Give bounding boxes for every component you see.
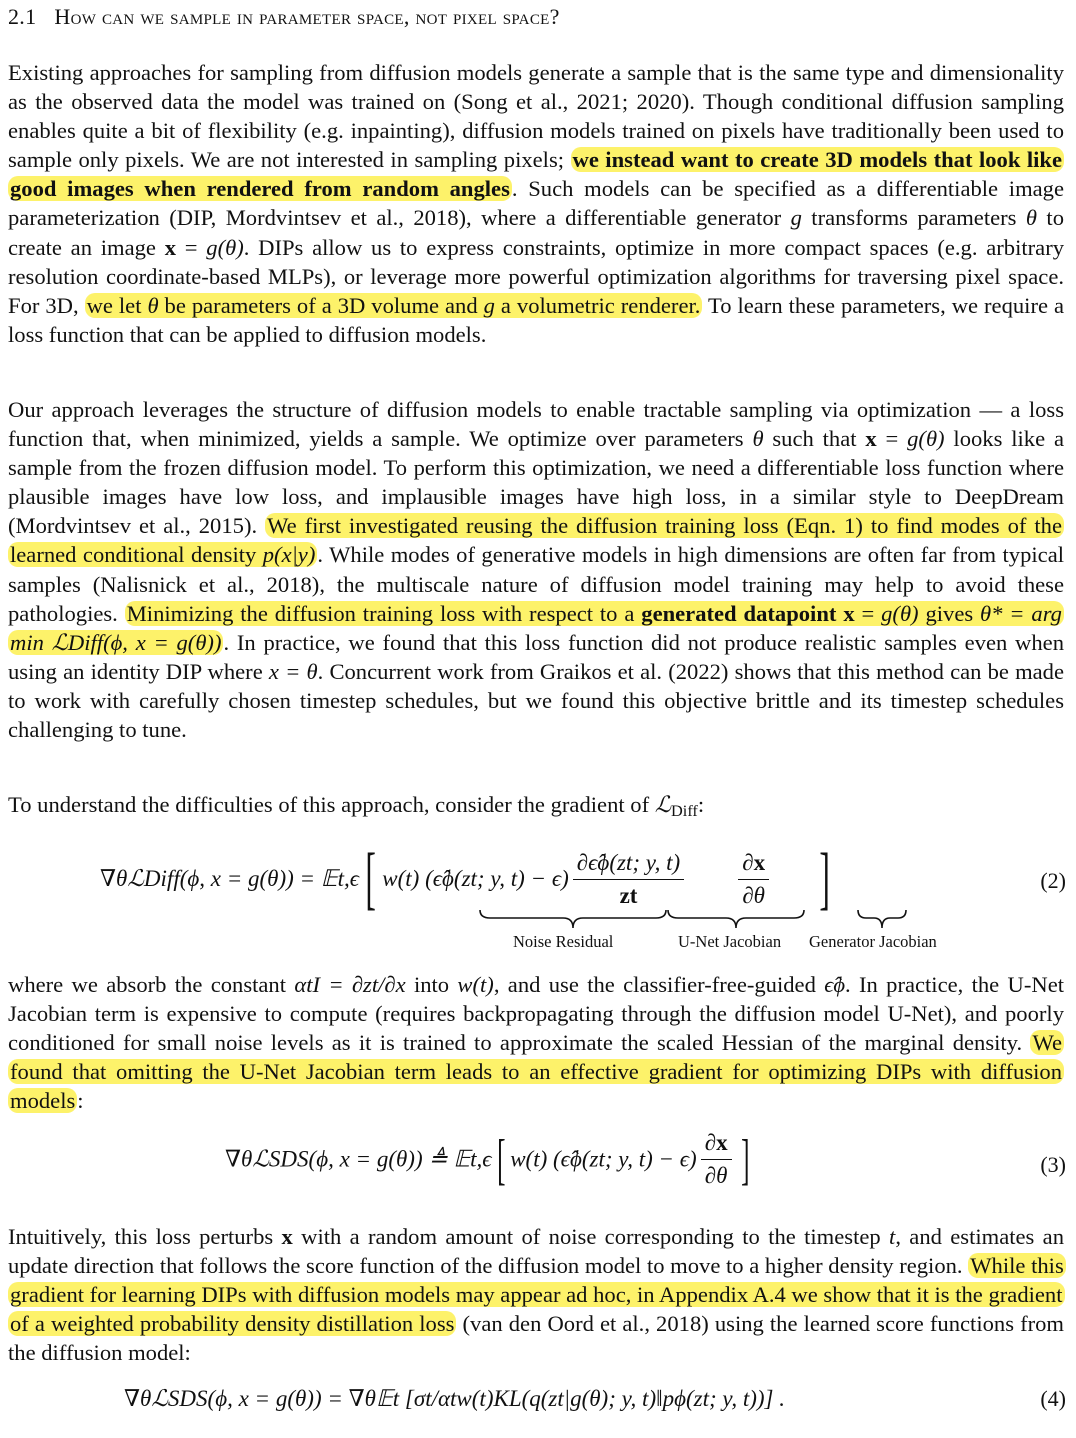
p4-text-d: . In practice, the U-Net Jacobian term is expensive to compute (requires backpropagating through the diffusion model U-Net), and poorly conditioned for small noise levels as it is trained to approximate the scaled Hessian of the marginal density. bbox=[8, 972, 1065, 1056]
eq2-generator-jacobian bbox=[738, 850, 769, 909]
section-number: 2.1 bbox=[8, 4, 37, 29]
section-title: How can we sample in parameter space, not pixel space? bbox=[54, 4, 560, 29]
eq2-gen-num: ∂x bbox=[738, 850, 769, 880]
p1-x: x bbox=[164, 234, 177, 260]
p4-text-e: : bbox=[77, 1088, 84, 1114]
eq2-left-bracket: [ bbox=[365, 840, 376, 917]
eq2-noise-residual: w(t) (ϵ̂ϕ(zt; y, t) − ϵ) bbox=[382, 866, 569, 891]
hl3-text: We first investigated reusing the diffusion training loss (Eqn. 1) to find modes of the learned conditional density bbox=[10, 513, 1063, 568]
eq3-fraction bbox=[701, 1130, 732, 1189]
label-noise-residual: Noise Residual bbox=[513, 932, 614, 951]
hl4-eq: = bbox=[854, 600, 882, 626]
hl2-b: be parameters of a 3D volume and bbox=[158, 292, 484, 318]
hl2-a: we let bbox=[86, 292, 148, 318]
eq3-number: (3) bbox=[1040, 1152, 1066, 1177]
p2-text-b: such that bbox=[763, 426, 866, 452]
p1-theta: θ bbox=[1025, 205, 1037, 231]
section-heading bbox=[8, 4, 560, 30]
equation-4 bbox=[0, 1386, 1076, 1420]
highlight-1: we instead want to create 3D models that look like good images when rendered from random angles bbox=[10, 147, 1062, 202]
p5-text-c: , and estimates an update direction that follows the score function of the diffusion model to move to a higher density region. bbox=[8, 1224, 1065, 1279]
p2-gtheta: g(θ) bbox=[907, 426, 945, 452]
hl4-x: x bbox=[843, 600, 855, 626]
equation-2 bbox=[0, 838, 1076, 950]
p5-t: t bbox=[889, 1224, 896, 1249]
p2-text-e: . In practice, we found that this loss function did not produce realistic samples even when using an identity DIP where bbox=[8, 629, 1064, 684]
eq2-gen-den: ∂θ bbox=[742, 882, 765, 908]
p1-g: g bbox=[790, 205, 802, 231]
p4-eps: ϵ̂ϕ bbox=[824, 972, 846, 997]
eq2-unet-jacobian bbox=[573, 850, 684, 909]
eq2-right-bracket: ] bbox=[819, 840, 830, 917]
p2-text-f: . Concurrent work from Graikos et al. (2022) shows that this method can be made to work with carefully chosen timestep schedules, but we found this objective brittle and its timestep schedules challenging to tune. bbox=[8, 658, 1065, 743]
paragraph-4 bbox=[8, 970, 1064, 1115]
p5-text-b: with a random amount of noise corresponding to the timestep bbox=[292, 1224, 890, 1249]
p3-loss-sub: Diff bbox=[671, 802, 698, 821]
highlight-2 bbox=[85, 293, 703, 318]
eq2-brace-unet bbox=[666, 908, 806, 930]
eq4-number: (4) bbox=[1040, 1386, 1066, 1411]
eq3-den: ∂θ bbox=[704, 1163, 728, 1188]
p5-x: x bbox=[281, 1224, 293, 1249]
paragraph-1 bbox=[8, 58, 1064, 349]
eq3-right-bracket: ] bbox=[740, 1128, 750, 1191]
p2-theta: θ bbox=[752, 426, 764, 452]
hl4-argmin: θ* = arg min bbox=[10, 600, 1062, 655]
equation-3 bbox=[0, 1130, 1076, 1206]
label-generator-jacobian: Generator Jacobian bbox=[809, 932, 937, 951]
p2-xtheta: x = θ bbox=[268, 658, 318, 684]
p1-gtheta: g(θ) bbox=[206, 234, 244, 260]
p1-text-b: . Such models can be specified as a differentiable image parameterization (DIP, Mordvintsev et al., 2018), where a differentiable generator bbox=[8, 176, 1064, 231]
hl4-a: Minimizing the diffusion training loss with respect to a bbox=[126, 600, 642, 626]
hl2-g: g bbox=[483, 292, 495, 318]
highlight-6: While this gradient for learning DIPs with diffusion models may appear ad hoc, in Appendix A.4 we show that it is the gradient of a weighted probability density distillation loss bbox=[10, 1253, 1064, 1337]
eq2-brace-generator bbox=[856, 908, 908, 930]
p1-text-d: to create an image bbox=[8, 205, 1064, 260]
eq2-brace-noise bbox=[478, 908, 668, 930]
p1-text-f: To learn these parameters, we require a loss function that can be applied to diffusion models. bbox=[8, 292, 1065, 347]
hl3-pxy: p(x|y) bbox=[262, 542, 316, 568]
p2-text-c: looks like a sample from the frozen diffusion model. To perform this optimization, we need a differentiable loss function where plausible images have low loss, and implausible images have high loss, in a similar style to DeepDream (Mordvintsev et al., 2015). bbox=[8, 426, 1064, 539]
eq2-jac-den: zt bbox=[619, 882, 638, 908]
eq3-left-bracket: [ bbox=[496, 1128, 506, 1191]
p4-wt: w(t) bbox=[457, 972, 494, 997]
eq3-num: ∂x bbox=[701, 1130, 732, 1160]
hl4-loss: ℒDiff(ϕ, x = g(θ)) bbox=[51, 629, 222, 655]
p5-text-d: (van den Oord et al., 2018) using the learned score functions from the diffusion model: bbox=[8, 1311, 1065, 1366]
eq2-body bbox=[100, 840, 836, 917]
eq3-lhs: ∇θℒSDS(ϕ, x = g(θ)) ≜ 𝔼t,ϵ bbox=[225, 1146, 492, 1172]
hl2-theta: θ bbox=[147, 292, 159, 318]
eq3-body bbox=[225, 1130, 754, 1189]
p1-text-a: Existing approaches for sampling from diffusion models generate a sample that is the same type and dimensionality as the observed data the model was trained on (Song et al., 2021; 2020). Though conditional diffusion sampling enables quite a bit of flexibility (e.g. inpainting), diffusion models trained on pixels have traditionally been used to sample only pixels. We are not interested in sampling pixels; bbox=[8, 60, 1064, 173]
p4-text-c: , and use the classifier-free-guided bbox=[493, 972, 825, 997]
hl4-c: gives bbox=[918, 600, 981, 626]
p3-text-a: To understand the difficulties of this approach, consider the gradient of bbox=[8, 792, 655, 817]
p3-loss: ℒ bbox=[654, 792, 672, 817]
p4-text-a: where we absorb the constant bbox=[8, 972, 295, 997]
p2-eq: = bbox=[876, 426, 908, 452]
p1-eq: = bbox=[176, 234, 207, 260]
paragraph-5 bbox=[8, 1222, 1064, 1367]
hl4-b: generated datapoint bbox=[641, 600, 837, 626]
hl2-c: a volumetric renderer. bbox=[494, 292, 701, 318]
p1-text-e: . DIPs allow us to express constraints, optimize in more compact spaces (e.g. arbitrary resolution coordinate-based MLPs), or leverage more powerful optimization algorithms for traversing pixel space. For 3D, bbox=[8, 234, 1065, 318]
eq4-body: ∇θℒSDS(ϕ, x = g(θ)) = ∇θ𝔼t [σt/αtw(t)KL(q(zt|g(θ); y, t)‖pϕ(zt; y, t))] . bbox=[124, 1386, 785, 1411]
eq2-lhs: ∇θℒDiff(ϕ, x = g(θ)) = 𝔼t,ϵ bbox=[100, 866, 359, 891]
p2-x: x bbox=[865, 426, 877, 452]
label-unet-jacobian: U-Net Jacobian bbox=[678, 932, 782, 951]
hl4-gtheta: g(θ) bbox=[881, 600, 919, 626]
eq3-term: w(t) (ϵ̂ϕ(zt; y, t) − ϵ) bbox=[510, 1146, 697, 1172]
p3-text-b: : bbox=[697, 792, 705, 817]
paragraph-2 bbox=[8, 395, 1064, 744]
p5-text-a: Intuitively, this loss perturbs bbox=[8, 1224, 282, 1249]
eq2-jac-num: ∂ϵ̂ϕ(zt; y, t) bbox=[573, 850, 684, 880]
p2-text-a: Our approach leverages the structure of diffusion models to enable tractable sampling via optimization — a loss function that, when minimized, yields a sample. We optimize over parameters bbox=[8, 397, 1064, 452]
paragraph-3 bbox=[8, 790, 1064, 826]
highlight-5: We found that omitting the U-Net Jacobian term leads to an effective gradient for optimizing DIPs with diffusion models bbox=[10, 1030, 1062, 1114]
p4-const: αtI = ∂zt/∂x bbox=[294, 972, 406, 997]
p2-text-d: . While modes of generative models in high dimensions are often far from typical samples (Nalisnick et al., 2018), the multiscale nature of diffusion model training may help to avoid these pathologies. bbox=[8, 542, 1064, 626]
p1-text-c: transforms parameters bbox=[801, 205, 1026, 231]
eq2-number: (2) bbox=[1040, 868, 1066, 893]
p4-text-b: into bbox=[405, 972, 458, 997]
